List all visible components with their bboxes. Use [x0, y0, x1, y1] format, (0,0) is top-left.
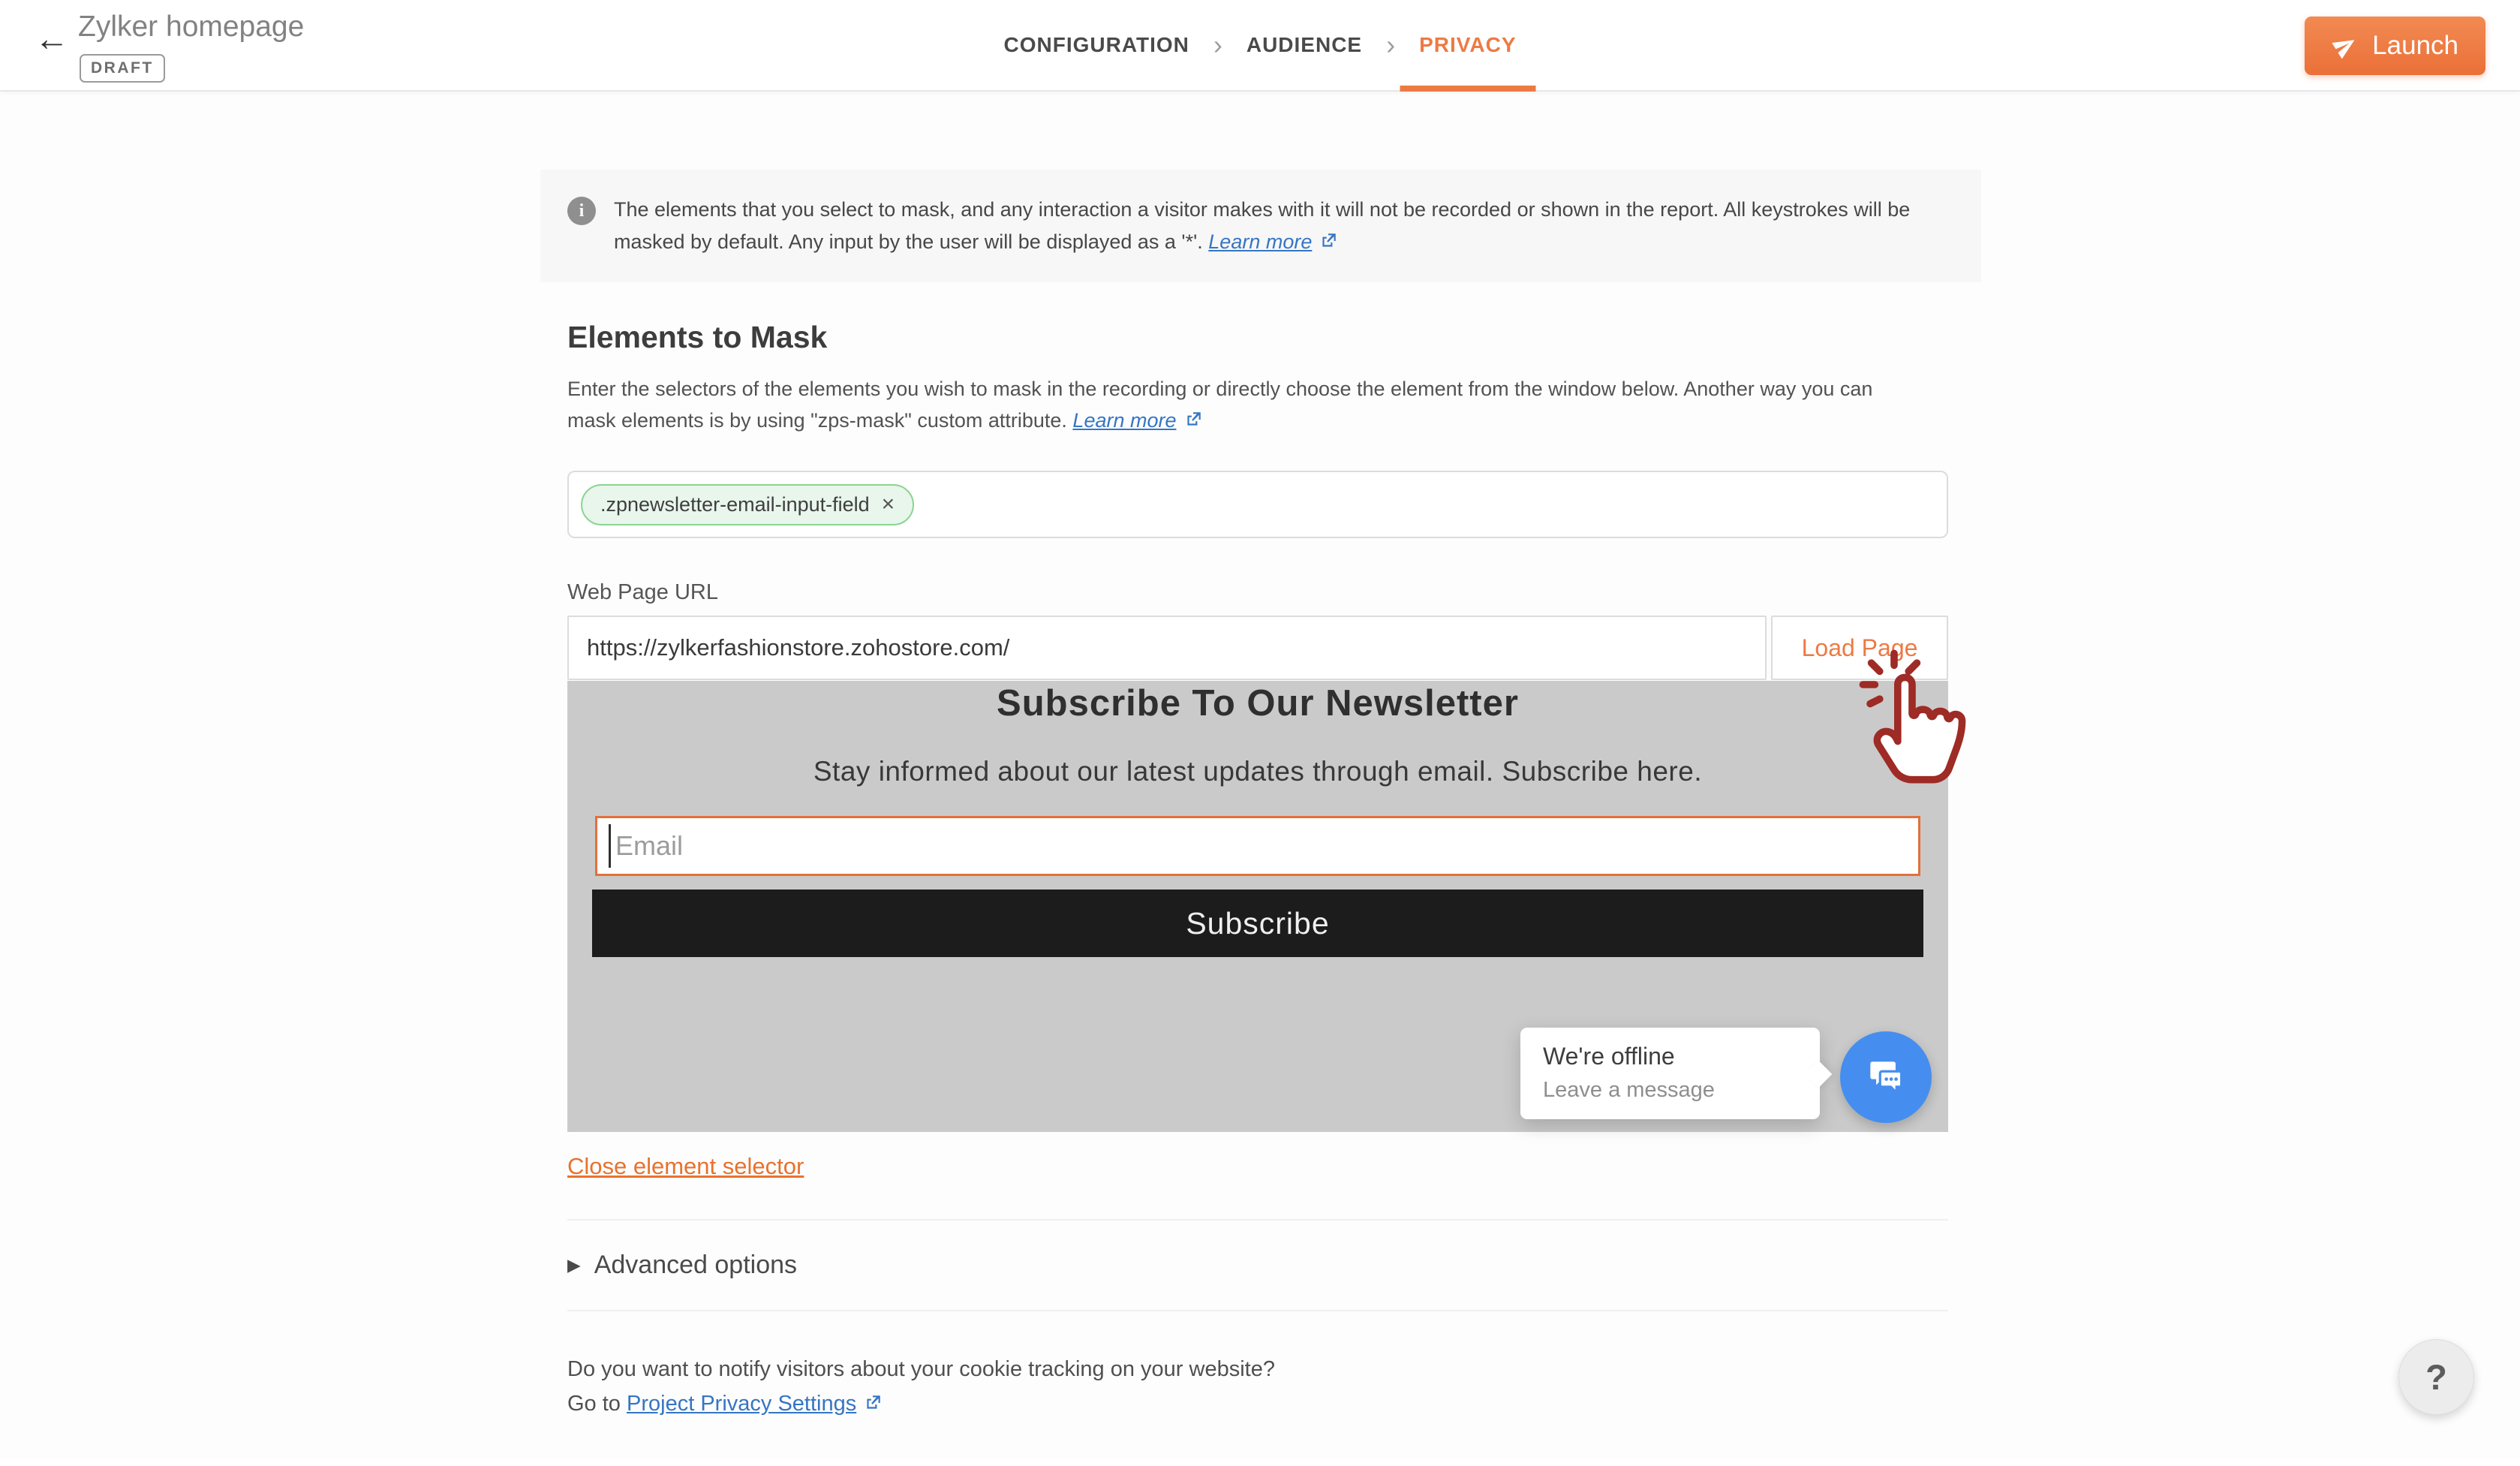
section-description-line1: Enter the selectors of the elements you wish to mask in the recording or directly choose the element from the window below. Another way you can	[567, 378, 1873, 400]
advanced-options-label: Advanced options	[594, 1251, 798, 1279]
launch-button-label: Launch	[2372, 31, 2458, 60]
cookie-note	[567, 1352, 1948, 1466]
section-title: Elements to Mask	[567, 320, 828, 354]
help-button[interactable]: ?	[2398, 1339, 2474, 1415]
selector-chip	[581, 484, 914, 525]
preview-heading: Subscribe To Our Newsletter	[997, 683, 1519, 724]
chat-widget-button[interactable]	[1840, 1031, 1932, 1123]
preview-subscribe-button[interactable]: Subscribe	[592, 890, 1923, 957]
send-icon	[2332, 32, 2359, 59]
tab-privacy[interactable]	[1400, 0, 1535, 90]
page-title: Zylker homepage	[78, 11, 305, 43]
web-page-url-input[interactable]	[567, 616, 1767, 680]
info-banner-text	[614, 194, 1954, 258]
url-label: Web Page URL	[567, 580, 718, 604]
divider	[567, 1310, 1948, 1311]
cookie-question: Do you want to notify visitors about your cookie tracking on your website?	[567, 1357, 1275, 1381]
external-link-icon	[1319, 228, 1338, 248]
project-privacy-settings-link[interactable]: Project Privacy Settings	[627, 1392, 857, 1416]
active-tab-underline	[1400, 86, 1535, 92]
page-preview-frame	[567, 681, 1948, 1132]
info-banner-message: The elements that you select to mask, and any interaction a visitor makes with it will not be recorded or shown in the report. All keystrokes will be masked by default. Any input by the user will be displayed as a '*'.	[614, 198, 1911, 253]
breadcrumb-steps	[985, 0, 1536, 90]
tab-configuration[interactable]: CONFIGURATION	[1003, 33, 1189, 56]
chevron-right-icon: ›	[1213, 29, 1222, 60]
chat-message-text: Leave a message	[1543, 1078, 1715, 1102]
back-arrow-icon[interactable]: ←	[35, 19, 69, 58]
preview-email-wrap	[595, 816, 1920, 876]
chip-remove-icon[interactable]: ×	[881, 492, 895, 516]
url-row	[567, 616, 1948, 680]
triangle-right-icon: ▶	[567, 1255, 581, 1275]
tab-privacy-label: PRIVACY	[1419, 33, 1517, 56]
section-description-line2: mask elements is by using "zps-mask" custom attribute.	[567, 409, 1067, 432]
external-link-icon	[863, 1389, 883, 1408]
banner-learn-more-link[interactable]: Learn more	[1208, 230, 1313, 253]
text-caret	[609, 824, 611, 868]
goto-prefix: Go to	[567, 1392, 621, 1416]
chat-bubbles-icon	[1863, 1054, 1909, 1100]
info-banner	[540, 170, 1981, 282]
status-badge: DRAFT	[80, 54, 165, 83]
load-page-button[interactable]: Load Page	[1771, 616, 1948, 680]
tab-audience[interactable]: AUDIENCE	[1246, 33, 1363, 56]
section-description	[567, 373, 1948, 436]
selectors-input[interactable]	[567, 471, 1948, 538]
chat-offline-text: We're offline	[1543, 1043, 1675, 1070]
close-element-selector-link[interactable]: Close element selector	[567, 1153, 804, 1179]
info-icon: i	[567, 197, 596, 225]
main-content	[567, 320, 1948, 1466]
chevron-right-icon: ›	[1386, 29, 1396, 60]
advanced-options-toggle[interactable]	[567, 1221, 1948, 1310]
chat-status-bubble	[1520, 1028, 1820, 1119]
preview-email-input[interactable]	[595, 816, 1920, 876]
preview-subtitle: Stay informed about our latest updates through email. Subscribe here.	[813, 756, 1703, 787]
launch-button[interactable]	[2305, 17, 2485, 75]
selector-chip-label: .zpnewsletter-email-input-field	[600, 492, 870, 516]
top-bar	[0, 0, 2520, 92]
mask-learn-more-link[interactable]: Learn more	[1072, 409, 1177, 432]
external-link-icon	[1183, 407, 1203, 426]
